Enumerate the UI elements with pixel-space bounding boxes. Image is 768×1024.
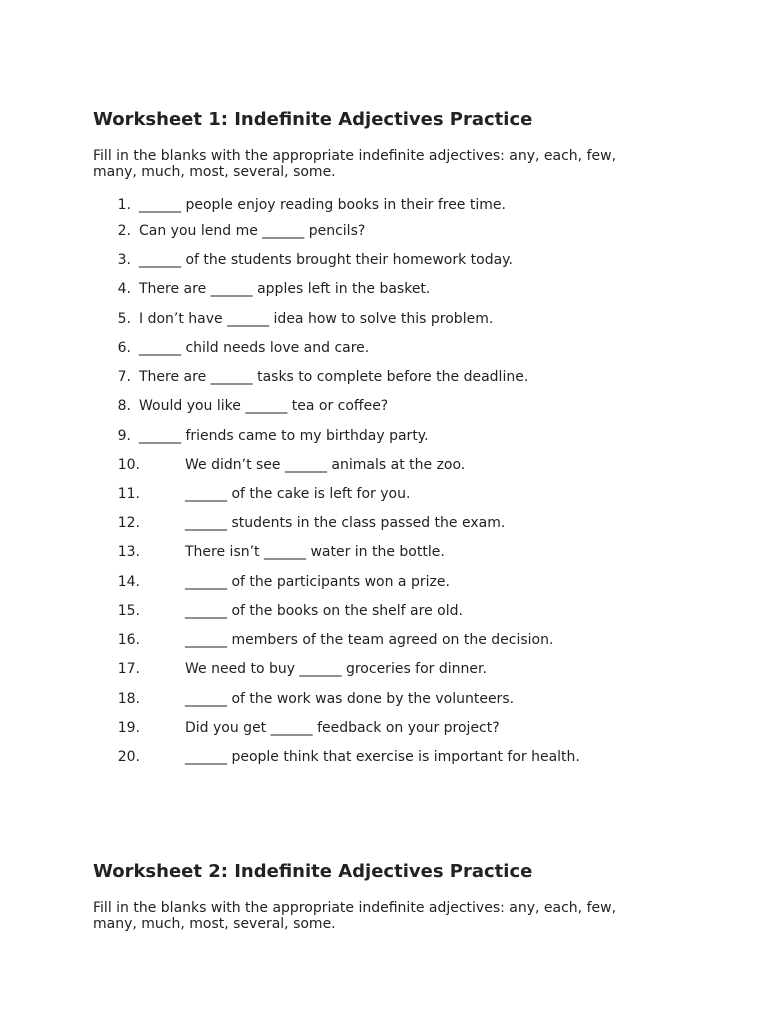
worksheet-1-title: Worksheet 1: Indefinite Adjectives Practice: [93, 109, 533, 130]
question-number: 12.: [117, 515, 140, 531]
worksheet-1-instructions-line-2: many, much, most, several, some.: [93, 164, 336, 180]
question-number: 11.: [117, 486, 140, 502]
worksheet-2-title: Worksheet 2: Indefinite Adjectives Practice: [93, 861, 533, 882]
question-number: 18.: [117, 691, 140, 707]
question-text: ______ of the students brought their homework today.: [139, 252, 513, 268]
question-text: ______ people enjoy reading books in their free time.: [139, 197, 506, 213]
question-text: There isn’t ______ water in the bottle.: [185, 544, 445, 560]
worksheet-2: [93, 860, 693, 932]
question-text: Did you get ______ feedback on your project?: [185, 720, 500, 736]
question-text: ______ child needs love and care.: [139, 340, 370, 356]
question-number: 8.: [117, 398, 131, 414]
question-number: 5.: [117, 311, 131, 327]
question-text: There are ______ apples left in the basket.: [139, 281, 431, 297]
question-number: 4.: [117, 281, 131, 297]
question-text: Would you like ______ tea or coffee?: [139, 398, 389, 414]
worksheet-1: [93, 108, 693, 776]
question-number: 14.: [117, 574, 140, 590]
question-text: Can you lend me ______ pencils?: [139, 223, 366, 239]
question-number: 1.: [117, 197, 131, 213]
question-text: We need to buy ______ groceries for dinner.: [185, 661, 487, 677]
question-number: 16.: [117, 632, 140, 648]
worksheet-2-instructions-line-2: many, much, most, several, some.: [93, 916, 336, 932]
question-text: ______ of the cake is left for you.: [185, 486, 411, 502]
question-text: ______ of the books on the shelf are old.: [185, 603, 463, 619]
question-number: 10.: [117, 457, 140, 473]
question-number: 17.: [117, 661, 140, 677]
question-text: ______ people think that exercise is important for health.: [185, 749, 580, 765]
question-number: 3.: [117, 252, 131, 268]
question-text: ______ students in the class passed the exam.: [185, 515, 506, 531]
question-text: ______ members of the team agreed on the decision.: [185, 632, 554, 648]
question-number: 7.: [117, 369, 131, 385]
question-text: There are ______ tasks to complete before the deadline.: [139, 369, 529, 385]
question-text: We didn’t see ______ animals at the zoo.: [185, 457, 466, 473]
worksheet-2-instructions: [93, 900, 693, 932]
question-number: 15.: [117, 603, 140, 619]
question-number: 19.: [117, 720, 140, 736]
question-text: ______ of the work was done by the volunteers.: [185, 691, 515, 707]
question-number: 6.: [117, 340, 131, 356]
worksheet-1-instructions-line-1: Fill in the blanks with the appropriate indefinite adjectives: any, each, few,: [93, 148, 617, 164]
worksheet-2-instructions-line-1: Fill in the blanks with the appropriate indefinite adjectives: any, each, few,: [93, 900, 617, 916]
worksheet-1-instructions: [93, 148, 693, 180]
question-text: ______ friends came to my birthday party.: [139, 428, 429, 444]
question-number: 13.: [117, 544, 140, 560]
question-number: 9.: [117, 428, 131, 444]
question-text: ______ of the participants won a prize.: [185, 574, 450, 590]
question-number: 2.: [117, 223, 131, 239]
question-text: I don’t have ______ idea how to solve this problem.: [139, 311, 494, 327]
question-number: 20.: [117, 749, 140, 765]
worksheet-1-question-list: [93, 196, 693, 776]
